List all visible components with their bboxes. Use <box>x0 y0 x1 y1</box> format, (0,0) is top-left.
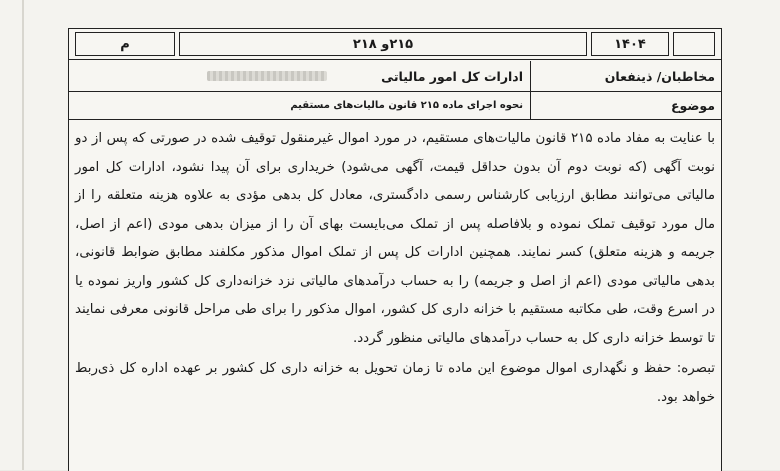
letter-body <box>75 125 715 412</box>
subject-row <box>69 91 721 120</box>
header-row <box>69 29 721 60</box>
recipient-label: مخاطبان/ ذینفعان <box>604 68 715 84</box>
divider <box>530 61 532 91</box>
note-paragraph: تبصره: حفظ و نگهداری اموال موضوع این ماده تا زمان تحویل به خزانه داری کل کشور بر عهده اداره کل ذی‌ربط خواهد بود. <box>75 361 715 405</box>
blank-box-right <box>673 32 715 56</box>
redacted-area <box>77 61 327 91</box>
body-paragraph: با عنایت به مفاد ماده ۲۱۵ قانون مالیات‌های مستقیم، در مورد اموال غیرمنقول توقیف شده در صورتی که پس از دو نوبت آگهی (که نوبت دوم آن بدون حداقل قیمت، آگهی می‌شود) خریداری برای آن پیدا نشود، ادارات کل امور مالیاتی می‌توانند مطابق ارزیابی کارشناس رسمی دادگستری، معادل کل بدهی مؤدی به علاوه هزینه متعلقه را از مال مورد توقیف تملک نموده و بلافاصله پس از تملک می‌بایست بهای آن را از میزان بدهی مودی (اعم از اصل، جریمه و هزینه متعلق) کسر نمایند. همچنین ادارات کل پس از تملک اموال مذکور مکلفند مطابق ضوابط قانونی، بدهی مالیاتی مودی (اعم از اصل و جریمه) را به حساب درآمدهای مالیاتی نزد خزانه‌داری کل کشور واریز نموده یا در اسرع وقت، طی مکاتبه مستقیم با خزانه داری کل کشور، اموال مذکور را برای طی مراحل قانونی معرفی نمایند تا توسط خزانه داری کل به حساب درآمدهای مالیاتی منظور گردد. <box>75 131 715 346</box>
letter-form <box>68 28 722 471</box>
article-reference: ۲۱۵و ۲۱۸ <box>179 32 587 56</box>
mim-box: م <box>75 32 175 56</box>
recipient-row <box>69 61 721 92</box>
recipient-value: ادارات کل امور مالیاتی <box>381 68 523 84</box>
subject-value: نحوه اجرای ماده ۲۱۵ قانون مالیات‌های مستقیم <box>290 99 523 111</box>
margin-rule <box>22 0 24 470</box>
divider <box>530 91 532 119</box>
subject-label: موضوع <box>670 97 715 113</box>
letter-number: ۱۴۰۴ <box>591 32 669 56</box>
redaction-mark <box>207 71 327 81</box>
